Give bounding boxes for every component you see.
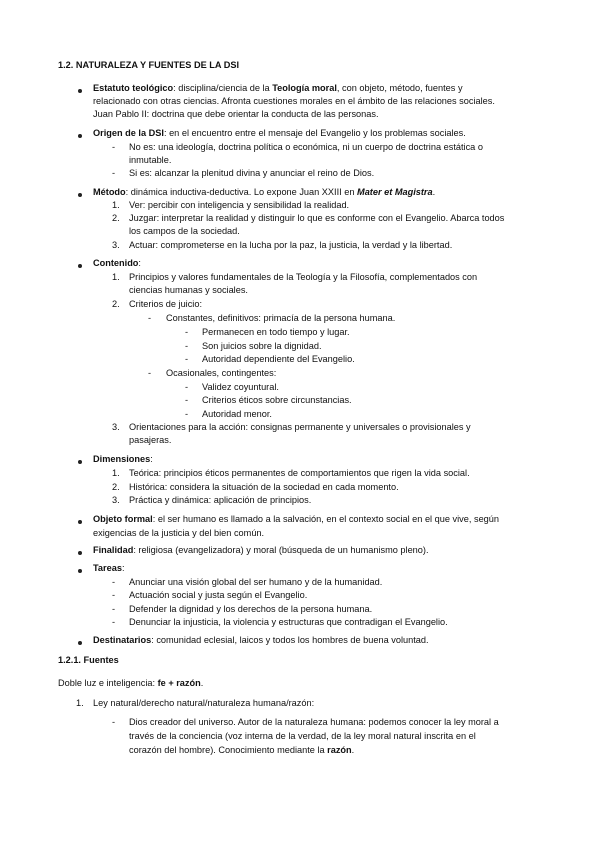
dios-creador-line: Dios creador del universo. Autor de la naturaleza humana: podemos conocer la ley moral a [129, 717, 499, 727]
dash-marker: - [112, 168, 116, 178]
bullet-icon [78, 460, 82, 464]
dash-marker: - [112, 604, 116, 614]
bullet-icon [78, 569, 82, 573]
label-estatuto: Estatuto teológico [93, 83, 174, 93]
document-page: 1.2. NATURALEZA Y FUENTES DE LA DSI Estatuto teológico: disciplina/ciencia de la Teología moral, con objeto, método, fuentes y relacionado con otras ciencias. Afronta cuestiones morales en el ámbito de las relaciones sociales. Juan Pablo II: doctrina que debe orientar la conducta de las personas. Origen de la DSI: en el encuentro entre el mensaje del Evangelio y los problemas sociales. - No es: una ideología, doctrina política o económica, ni un cuerpo de doctrina estática o inmutable. - Si es: alcanzar la plenitud divina y anunciar el reino de Dios. Método: dinámica inductiva-deductiva. Lo expone Juan XXIII en Mater et Magistra. 1. Ver: percibir con inteligencia y sensibilidad la realidad. 2. Juzgar: interpretar la realidad y distinguir lo que es conforme con el Evangelio. Abarca todos los campos de la sociedad. 3. Actuar: comprometerse en la lucha por la paz, la justicia, la verdad y la libertad. Contenido: 1. Principios y valores fundamentales de la Teología y la Filosofía, complementados con ciencias humanas y sociales. 2. Criterios de juicio: - Constantes, definitivos: primacía de la persona humana. - Permanecen en todo tiempo y lugar. - Son juicios sobre la dignidad. - Autoridad dependiente del Evangelio. - Ocasionales, contingentes: - Validez coyuntural. - Criterios éticos sobre circunstancias. - Autoridad menor. 3. Orientaciones para la acción: consignas permanente y universales o provisionales y pasajeras. Dimensiones: 1. Teórica: principios éticos permanentes de comportamientos que rigen la vida social. 2. Histórica: considera la situación de la sociedad en cada momento. 3. Práctica y dinámica: aplicación de principios. Objeto formal: el ser humano es llamado a la salvación, en el contexto social en el que vive, según exigencias de la justicia y del bien común. Finalidad: religiosa (evangelizadora) y moral (búsqueda de un humanismo pleno). Tareas: - Anunciar una visión global del ser humano y de la humanidad. - Actuación social y justa según el Evangelio. - Defender la dignidad y los derechos de la persona humana. - Denunciar la injusticia, la violencia y estructuras que contradigan el Evangelio. Destinatarios: comunidad eclesial, laicos y todos los hombres de buena voluntad. 1.2.1. Fuentes Doble luz e inteligencia: fe + razón. 1. Ley natural/derecho natural/naturaleza humana/razón: - Dios creador del universo. Autor de la naturaleza humana: podemos conocer la ley moral a través de la conciencia (voz interna de la verdad, de la ley moral natural inscrita en el corazón del hombre). Conocimiento mediante la razón. [58, 60, 505, 755]
bullet-icon [78, 551, 82, 555]
bullet-icon [78, 193, 82, 197]
doble-luz-line: Doble luz e inteligencia: fe + razón. [58, 678, 204, 688]
dash-marker: - [148, 368, 152, 378]
dash-marker: - [185, 354, 189, 364]
dash-marker: - [112, 577, 116, 587]
label-tareas: Tareas [93, 563, 122, 573]
label-objeto-formal: Objeto formal [93, 514, 153, 524]
bullet-icon [78, 264, 82, 268]
dash-marker: - [112, 617, 116, 627]
label-contenido: Contenido [93, 258, 139, 268]
bullet-icon [78, 89, 82, 93]
dash-marker: - [185, 382, 189, 392]
dash-marker: - [185, 395, 189, 405]
bullet-icon [78, 520, 82, 524]
ley-natural-line: Ley natural/derecho natural/naturaleza humana/razón: [93, 698, 315, 708]
bullet-icon [78, 134, 82, 138]
label-destinatarios: Destinatarios [93, 635, 152, 645]
label-finalidad: Finalidad [93, 545, 134, 555]
dash-marker: - [148, 313, 152, 323]
label-origen: Origen de la DSI [93, 128, 164, 138]
bullet-icon [78, 641, 82, 645]
label-metodo: Método [93, 187, 126, 197]
dash-marker: - [185, 341, 189, 351]
section-title: 1.2. NATURALEZA Y FUENTES DE LA DSI [58, 60, 240, 70]
dash-marker: - [185, 409, 189, 419]
dash-marker: - [112, 717, 116, 727]
label-dimensiones: Dimensiones [93, 454, 151, 464]
dash-marker: - [185, 327, 189, 337]
dash-marker: - [112, 142, 116, 152]
dash-marker: - [112, 590, 116, 600]
subheading-fuentes: 1.2.1. Fuentes [58, 655, 119, 665]
